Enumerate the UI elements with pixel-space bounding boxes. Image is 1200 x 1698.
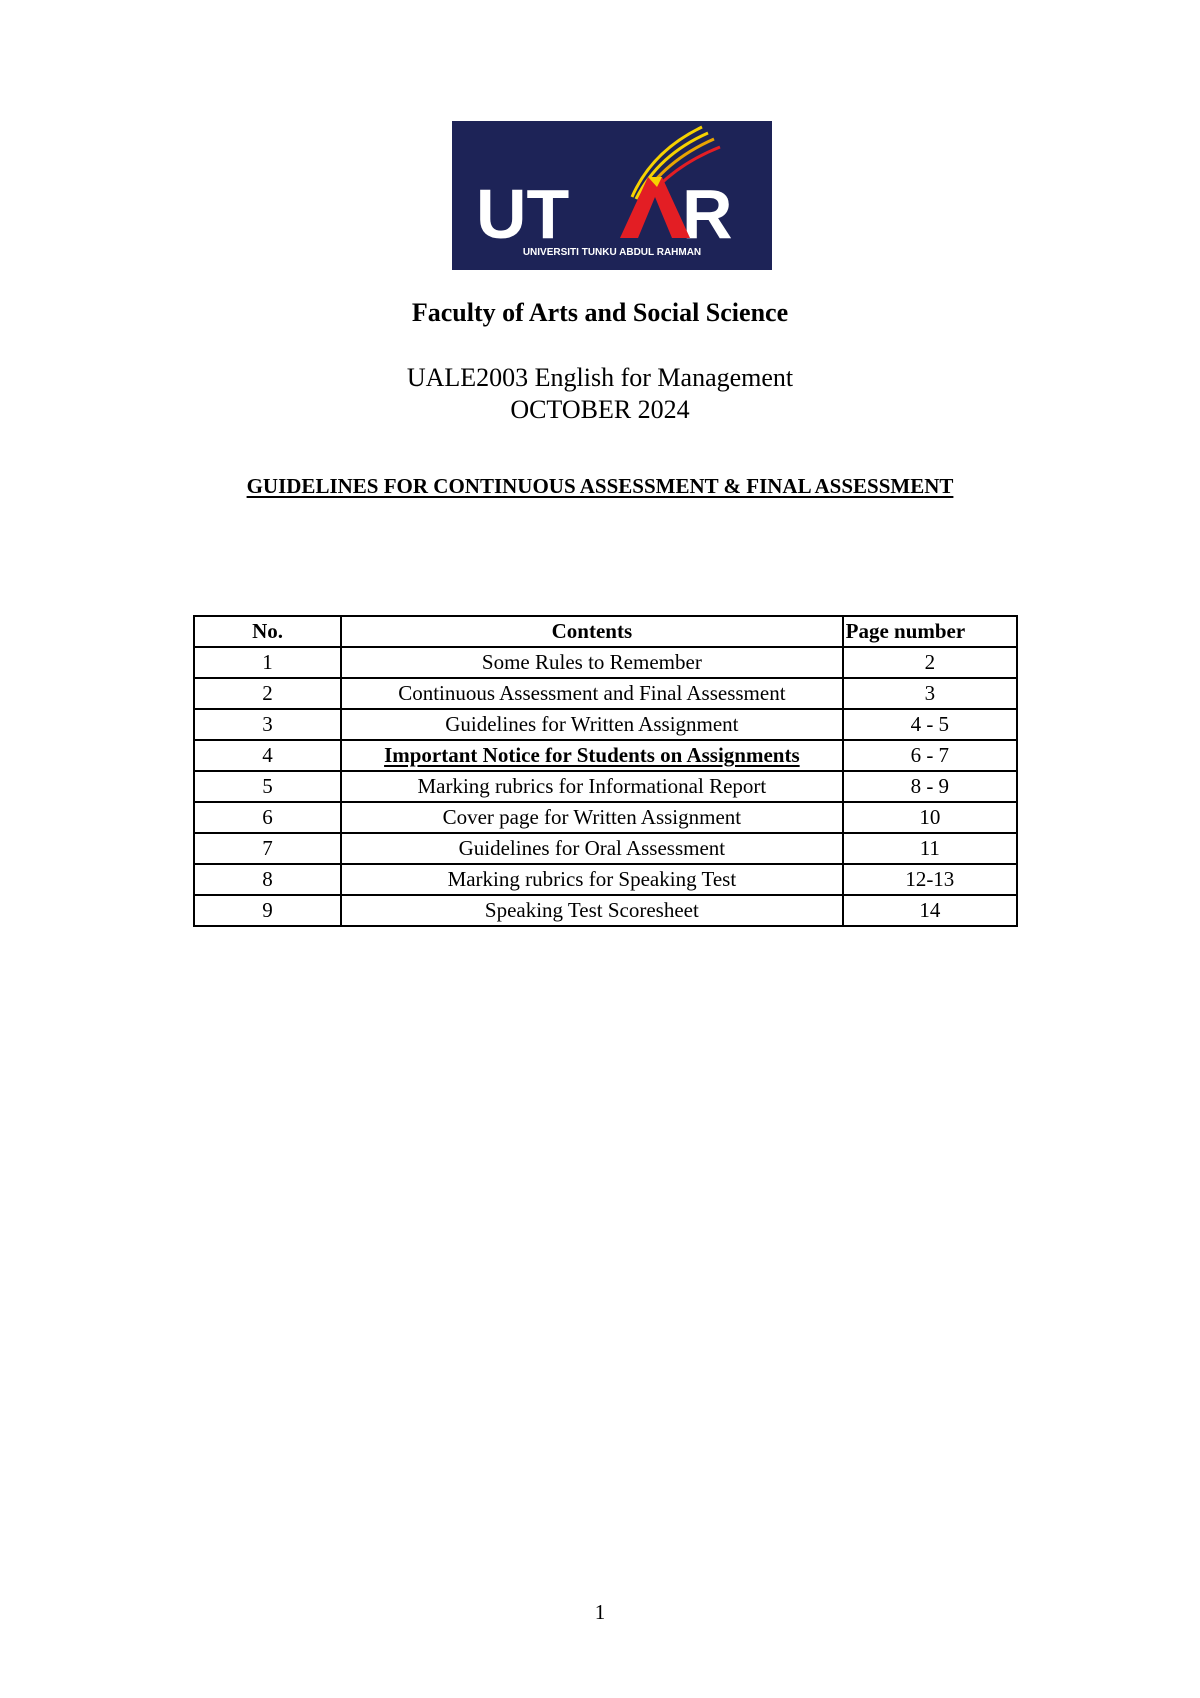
row-page: 3 <box>843 678 1017 709</box>
row-no: 3 <box>194 709 341 740</box>
guidelines-heading: GUIDELINES FOR CONTINUOUS ASSESSMENT & FINAL ASSESSMENT <box>246 474 954 498</box>
row-no: 5 <box>194 771 341 802</box>
header-contents: Contents <box>341 616 843 647</box>
page-number: 1 <box>594 1600 606 1624</box>
row-page: 8 - 9 <box>843 771 1017 802</box>
row-page: 10 <box>843 802 1017 833</box>
row-page: 12-13 <box>843 864 1017 895</box>
row-no: 7 <box>194 833 341 864</box>
table-row <box>194 802 1017 833</box>
table-row <box>194 833 1017 864</box>
row-contents-important <box>341 740 843 771</box>
table-row <box>194 895 1017 926</box>
logo-letter-r: R <box>682 175 733 253</box>
logo-letter-a <box>620 177 690 238</box>
row-contents: Guidelines for Written Assignment <box>341 709 843 740</box>
row-no: 2 <box>194 678 341 709</box>
row-contents: Marking rubrics for Speaking Test <box>341 864 843 895</box>
row-page: 11 <box>843 833 1017 864</box>
course-block <box>0 362 1200 426</box>
row-no: 9 <box>194 895 341 926</box>
contents-table <box>193 615 1018 927</box>
row-contents: Cover page for Written Assignment <box>341 802 843 833</box>
table-row <box>194 771 1017 802</box>
row-contents: Guidelines for Oral Assessment <box>341 833 843 864</box>
row-page: 2 <box>843 647 1017 678</box>
row-no: 4 <box>194 740 341 771</box>
row-contents: Some Rules to Remember <box>341 647 843 678</box>
table-row <box>194 647 1017 678</box>
utar-logo-graphic <box>452 121 772 270</box>
utar-logo <box>452 121 772 270</box>
header-page-number: Page number <box>843 616 1017 647</box>
row-page: 14 <box>843 895 1017 926</box>
faculty-title: Faculty of Arts and Social Science <box>411 298 789 327</box>
row-page: 6 - 7 <box>843 740 1017 771</box>
row-no: 1 <box>194 647 341 678</box>
row-no: 6 <box>194 802 341 833</box>
table-header-row <box>194 616 1017 647</box>
table-row <box>194 740 1017 771</box>
term: OCTOBER 2024 <box>510 395 690 424</box>
table-row <box>194 709 1017 740</box>
row-contents: Continuous Assessment and Final Assessment <box>341 678 843 709</box>
row-contents: Marking rubrics for Informational Report <box>341 771 843 802</box>
logo-letters-ut: UT <box>476 175 570 253</box>
logo-subtitle: UNIVERSITI TUNKU ABDUL RAHMAN <box>522 247 702 258</box>
row-contents: Speaking Test Scoresheet <box>341 895 843 926</box>
course-title: UALE2003 English for Management <box>406 363 794 392</box>
row-no: 8 <box>194 864 341 895</box>
header-no: No. <box>194 616 341 647</box>
important-notice-text: Important Notice for Students on Assignments <box>384 743 800 767</box>
table-row <box>194 678 1017 709</box>
table-row <box>194 864 1017 895</box>
row-page: 4 - 5 <box>843 709 1017 740</box>
